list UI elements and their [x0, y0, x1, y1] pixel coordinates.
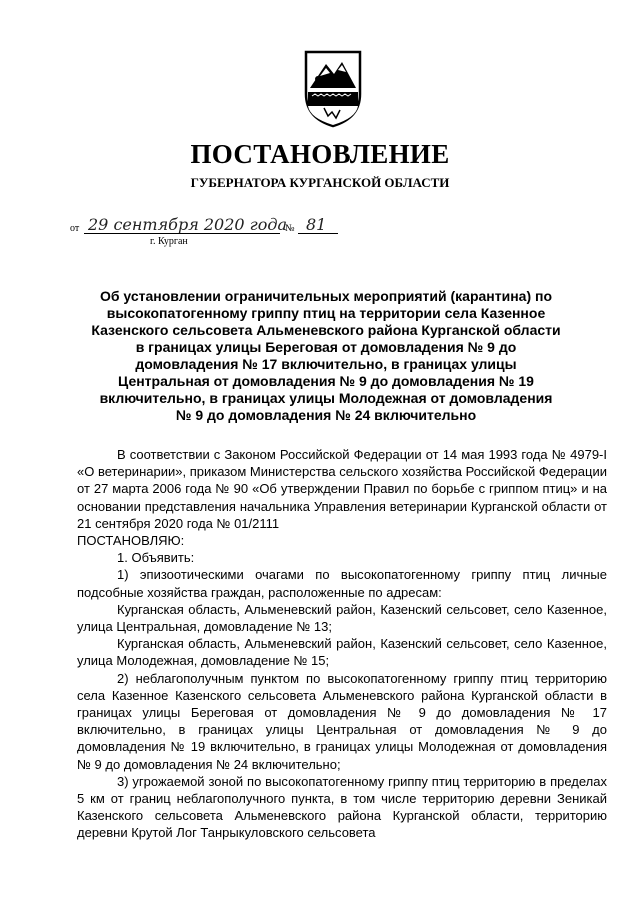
document-title: ПОСТАНОВЛЕНИЕ [190, 139, 450, 169]
paragraph-item-1-2: 2) неблагополучным пунктом по высокопатогенному гриппу птиц территорию села Казенное Казенского сельсовета Альменевского района Курганской области в границах улицы Береговая от домовладения № 9 до домовладения № 17 включительно, в границах улицы Центральная от домовладения № 9 до домовладения № 19 включительно, в границах улицы Молодежная от домовладения № 9 до домовладения № 24 включительно; [77, 670, 607, 772]
paragraph-resolve: ПОСТАНОВЛЯЮ: [77, 533, 185, 549]
paragraph-item-1-1: 1) эпизоотическими очагами по высокопатогенному гриппу птиц личные подсобные хозяйства граждан, расположенные по адресам: [77, 567, 607, 600]
handwritten-date: 29 сентября 2020 года [88, 215, 288, 234]
date-underline [84, 233, 280, 234]
city-label: г. Курган [150, 236, 188, 247]
paragraph-address-2: Курганская область, Альменевский район, Казенский сельсовет, село Казенное, улица Молодежная, домовладение № 15; [77, 636, 607, 669]
handwritten-number: 81 [306, 215, 327, 234]
paragraph-address-1: Курганская область, Альменевский район, Казенский сельсовет, село Казенное, улица Центральная, домовладение № 13; [77, 601, 607, 635]
paragraph-item-1: 1. Объявить: [117, 550, 195, 566]
paragraph-item-1-3: 3) угрожаемой зоной по высокопатогенному гриппу птиц территорию в пределах 5 км от границ неблагополучного пункта, в том числе территорию деревни Зеникай Казенского сельсовета Альменевского района Курганской области, территорию деревни Крутой Лог Танрыкуловского сельсовета [77, 773, 607, 841]
coat-of-arms-icon [298, 46, 368, 130]
paragraph-preamble: В соответствии с Законом Российской Федерации от 14 мая 1993 года № 4979-I «О ветеринарии», приказом Министерства сельского хозяйства Российской Федерации от 27 марта 2006 года № 90 «Об утверждении Правил по борьбе с гриппом птиц» и на основании представления начальника Управления ветеринарии Курганской области от 21 сентября 2020 года № 01/2111 [77, 447, 607, 531]
document-subtitle: ГУБЕРНАТОРА КУРГАНСКОЙ ОБЛАСТИ [190, 175, 450, 190]
date-prefix: от [70, 223, 80, 234]
document-heading: Об установлении ограничительных мероприятий (карантина) по высокопатогенному гриппу птиц на территории села Казенное Казенского сельсовета Альменевского района Курганской области в границах улицы Береговая от домовладения № 9 до домовладения № 17 включительно, в границах улицы Центральная от домовладения № 9 до домовладения № 19 включительно, в границах улицы Молодежная от домовладения № 9 до домовладения № 24 включительно [91, 288, 561, 423]
document-body [77, 446, 607, 842]
number-underline [298, 233, 338, 234]
date-block [70, 215, 370, 255]
number-sign: № [285, 223, 295, 234]
